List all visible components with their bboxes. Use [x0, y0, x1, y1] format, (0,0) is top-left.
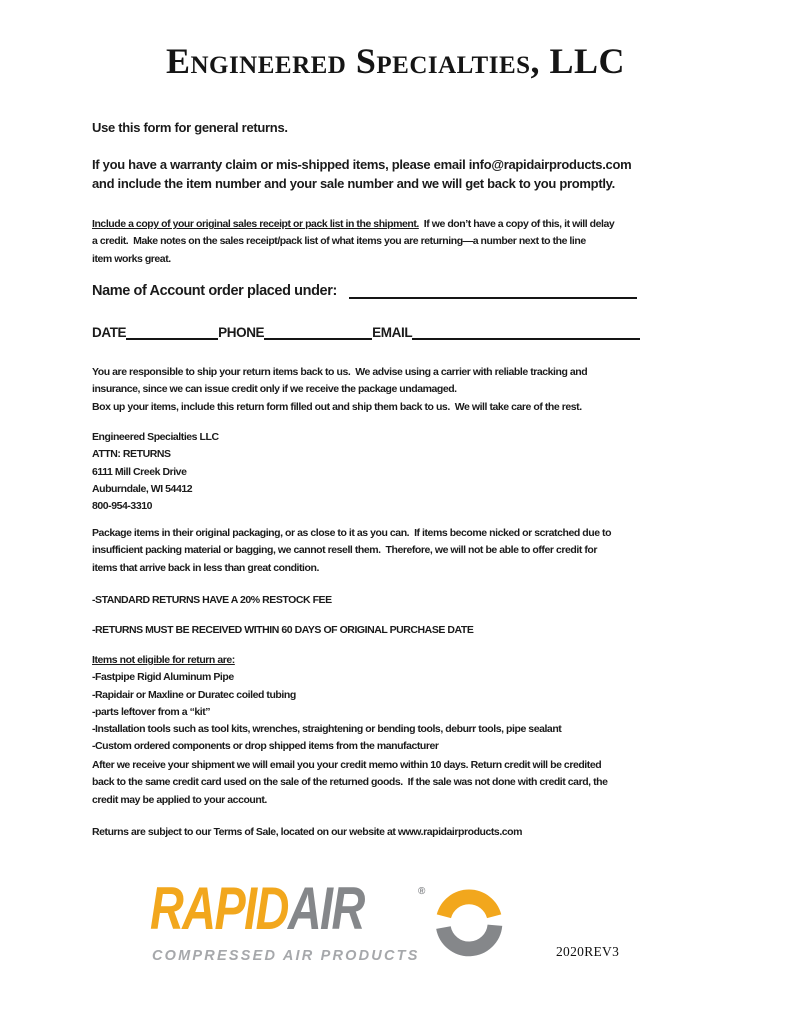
- credit-memo-paragraph: [92, 757, 708, 809]
- not-eligible-heading: Items not eligible for return are:: [92, 654, 235, 666]
- warranty-paragraph: [92, 155, 708, 193]
- list-item: -Rapidair or Maxline or Duratec coiled tubing: [92, 688, 296, 701]
- address-line: 800-954-3310: [92, 500, 152, 513]
- company-title: Engineered Specialties, LLC: [165, 41, 626, 81]
- text-line: Returns are subject to our Terms of Sale, located on our website at www.rapidairproducts.com: [92, 826, 523, 838]
- account-name-label: Name of Account order placed under:: [92, 283, 337, 299]
- address-line: 6111 Mill Creek Drive: [92, 465, 187, 478]
- list-item: -Fastpipe Rigid Aluminum Pipe: [92, 671, 234, 684]
- date-phone-email-row: [92, 322, 708, 340]
- rapidair-ring-icon: [430, 884, 508, 962]
- registered-trademark-icon: ®: [418, 886, 426, 897]
- revision-number: 2020REV3: [556, 944, 620, 959]
- packaging-paragraph: [92, 525, 708, 577]
- text-line: -STANDARD RETURNS HAVE A 20% RESTOCK FEE: [92, 594, 332, 606]
- text-line: and include the item number and your sale number and we will get back to you promptly.: [92, 176, 615, 191]
- underlined-sentence: Include a copy of your original sales receipt or pack list in the shipment.: [92, 218, 419, 230]
- receipt-instructions-paragraph: [92, 216, 708, 268]
- text-line: a credit. Make notes on the sales receipt/pack list of what items you are returning—a number next to the line: [92, 235, 586, 248]
- phone-line[interactable]: [264, 322, 372, 340]
- intro-paragraph: [92, 118, 708, 137]
- phone-label: PHONE: [218, 325, 265, 340]
- text-line: You are responsible to ship your return items back to us. We advise using a carrier with reliable tracking and: [92, 366, 588, 378]
- date-line[interactable]: [126, 322, 218, 340]
- not-eligible-list: [92, 652, 708, 756]
- email-label: EMAIL: [372, 325, 413, 340]
- address-line: Engineered Specialties LLC: [92, 431, 219, 443]
- text-line: If you have a warranty claim or mis-shipped items, please email info@rapidairproducts.com: [92, 157, 632, 172]
- text-line: insufficient packing material or bagging, we cannot resell them. Therefore, we will not be able to offer credit for: [92, 544, 597, 557]
- text-line: item works great.: [92, 252, 171, 265]
- rapidair-logo: [150, 875, 570, 980]
- list-item: -Custom ordered components or drop shipped items from the manufacturer: [92, 740, 439, 753]
- address-line: Auburndale, WI 54412: [92, 482, 193, 495]
- text-span: If we don’t have a copy of this, it will delay: [418, 218, 615, 230]
- text-line: insurance, since we can issue credit only if we receive the package undamaged.: [92, 383, 457, 396]
- text-line: Use this form for general returns.: [92, 120, 288, 135]
- address-line: ATTN: RETURNS: [92, 448, 171, 461]
- text-line: back to the same credit card used on the sale of the returned goods. If the sale was not done with credit card, the: [92, 776, 608, 789]
- rapidair-wordmark: [150, 875, 364, 942]
- restock-fee-note: [92, 592, 708, 609]
- account-name-line[interactable]: [349, 281, 637, 299]
- account-name-row: [92, 281, 708, 299]
- date-label: DATE: [92, 325, 127, 340]
- text-line: Box up your items, include this return form filled out and ship them back to us. We will take care of the rest.: [92, 400, 582, 413]
- text-line: -RETURNS MUST BE RECEIVED WITHIN 60 DAYS OF ORIGINAL PURCHASE DATE: [92, 624, 474, 636]
- text-line: Package items in their original packaging, or as close to it as you can. If items become nicked or scratched due to: [92, 527, 612, 539]
- sixty-day-note: [92, 622, 708, 639]
- return-address-block: [92, 429, 708, 515]
- text-line: [92, 216, 708, 233]
- logo-tagline: COMPRESSED AIR PRODUCTS: [152, 948, 420, 964]
- brand-word-air: AIR: [287, 875, 364, 942]
- text-line: After we receive your shipment we will email you your credit memo within 10 days. Return credit will be credited: [92, 759, 602, 771]
- list-item: -Installation tools such as tool kits, wrenches, straightening or bending tools, deburr tools, pipe sealant: [92, 723, 562, 736]
- brand-word-rapid: RAPID: [150, 875, 288, 942]
- list-item: -parts leftover from a “kit”: [92, 705, 211, 718]
- text-line: credit may be applied to your account.: [92, 793, 267, 806]
- email-line[interactable]: [412, 322, 640, 340]
- text-line: items that arrive back in less than great condition.: [92, 561, 319, 574]
- terms-of-sale-note: [92, 824, 708, 841]
- shipping-paragraph: [92, 364, 708, 416]
